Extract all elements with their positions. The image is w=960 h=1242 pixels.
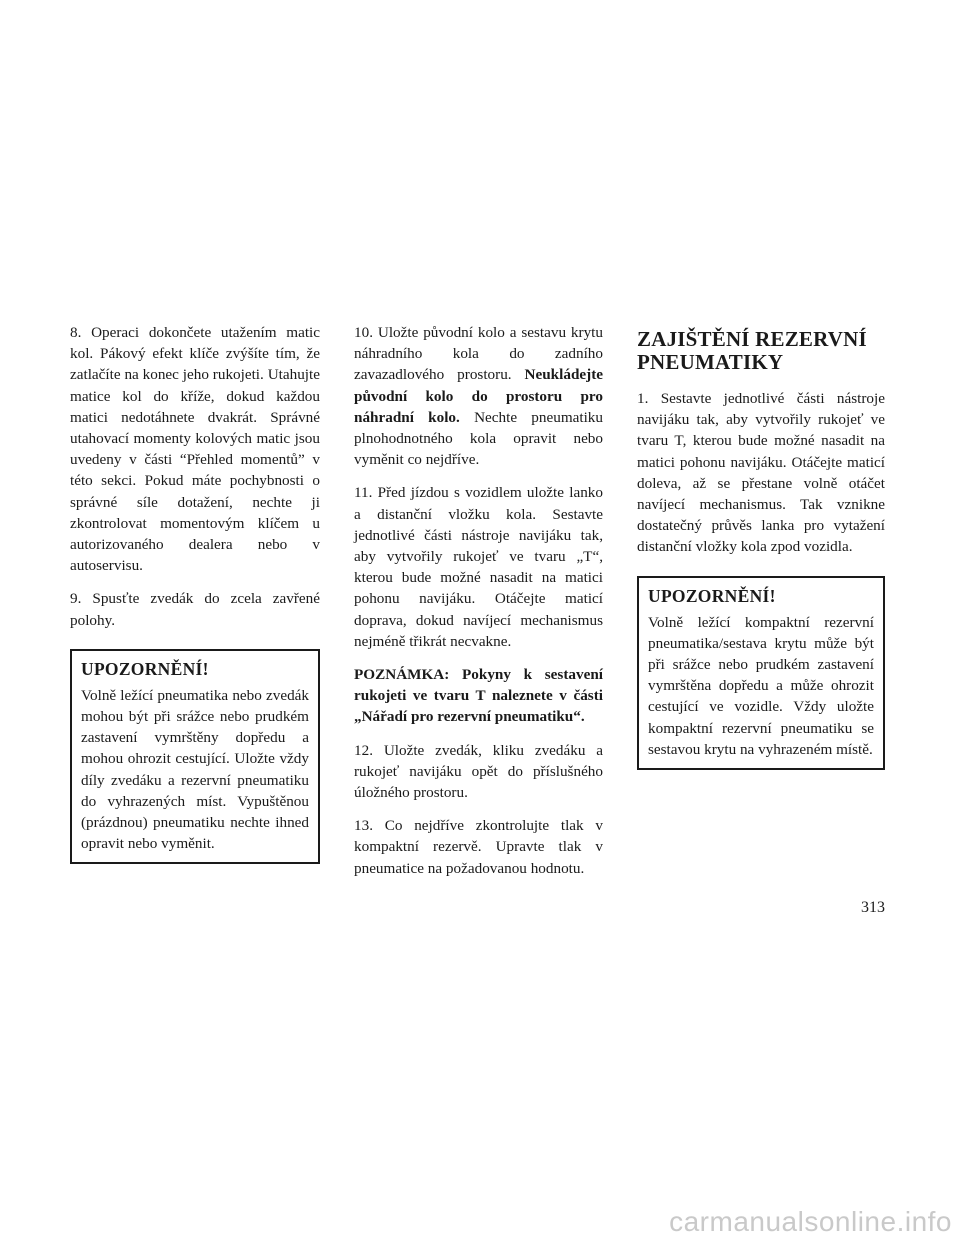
step-12-paragraph: 12. Uložte zvedák, kliku zvedáku a rukojeť navijáku opět do příslušného úložného prostoru. [354, 741, 603, 802]
page-number: 313 [861, 899, 885, 916]
step-13-paragraph: 13. Co nejdříve zkontrolujte tlak v kompaktní rezervě. Upravte tlak v pneumatice na požadovanou hodnotu. [354, 817, 603, 877]
warning-text: Volně ležící kompaktní rezervní pneumatika/sestava krytu může být při srážce nebo prudkém zastavení vymrštěna dopředu a může ohrozit cestující ve vozidle. Vždy uložte kompaktní rezervní pneumatiku se sestavou krytu na vyhrazeném místě. [648, 613, 874, 758]
right-column [637, 322, 885, 770]
section-step-1-paragraph: 1. Sestavte jednotlivé části nástroje navijáku tak, aby vytvořily rukojeť ve tvaru T, kterou bude možné nasadit na matici pohonu navijáku. Otáčejte maticí doleva, až se přestane volně otáčet navíjecí mechanismus. Tak vznikne dostatečný průvěs lanka pro vytažení distanční vložky kola zpod vozidla. [637, 390, 885, 556]
warning-title: UPOZORNĚNÍ! [648, 585, 776, 606]
warning-text: Volně ležící pneumatika nebo zvedák mohou být při srážce nebo prudkém zastavení vymrštěny dopředu a mohou ohrozit cestující. Uložte vždy díly zvedáku a rezervní pneumatiku do vyhrazených míst. Vypuštěnou (prázdnou) pneumatiku nechte ihned opravit nebo vyměnit. [81, 686, 309, 853]
step-8-paragraph: 8. Operaci dokončete utažením matic kol. Pákový efekt klíče zvýšíte tím, že zatlačíte na konec jeho rukojeti. Utahujte matice kol do kříže, dokud každou matici nedotáhnete dvakrát. Správné utahovací momenty kolových matic jsou uvedeny v části “Přehled momentů” v této sekci. Pokud máte pochybnosti o správné síle dotažení, nechte ji zkontrolovat momentovým klíčem u autorizovaného dealera nebo v autoservisu. [70, 324, 320, 575]
step-10-paragraph [354, 322, 603, 470]
step-10-text: 10. Uložte původní kolo a sestavu krytu náhradního kola do zadního zavazadlového prostoru. [354, 324, 603, 384]
step-10-bold-text: Neukládejte původní kolo do prostoru pro náhradní kolo. [354, 366, 603, 426]
left-column [70, 322, 320, 864]
note-text: POZNÁMKA: Pokyny k sestavení rukojeti ve tvaru T naleznete v části „Nářadí pro rezervní pneumatiku“. [354, 666, 603, 726]
warning-box-2 [637, 576, 885, 770]
note-paragraph [354, 664, 603, 728]
step-9-paragraph: 9. Spusťte zvedák do zcela zavřené polohy. [70, 590, 320, 629]
warning-title: UPOZORNĚNÍ! [81, 658, 209, 679]
step-11-paragraph: 11. Před jízdou s vozidlem uložte lanko a distanční vložku kola. Sestavte jednotlivé části nástroje navijáku tak, aby vytvořily rukojeť ve tvaru „T“, kterou bude možné nasadit na matici pohonu navijáku. Otáčejte maticí doprava, dokud navíjecí mechanismus nejméně třikrát necvakne. [354, 484, 603, 650]
watermark: carmanualsonline.info [669, 1206, 952, 1237]
section-title: ZAJIŠTĚNÍ REZERVNÍ PNEUMATIKY [637, 327, 867, 374]
step-10-end-text: Nechte pneumatiku plnohodnotného kola opravit nebo vyměnit co nejdříve. [354, 408, 603, 469]
middle-column [354, 322, 603, 891]
warning-box-1 [70, 649, 320, 865]
